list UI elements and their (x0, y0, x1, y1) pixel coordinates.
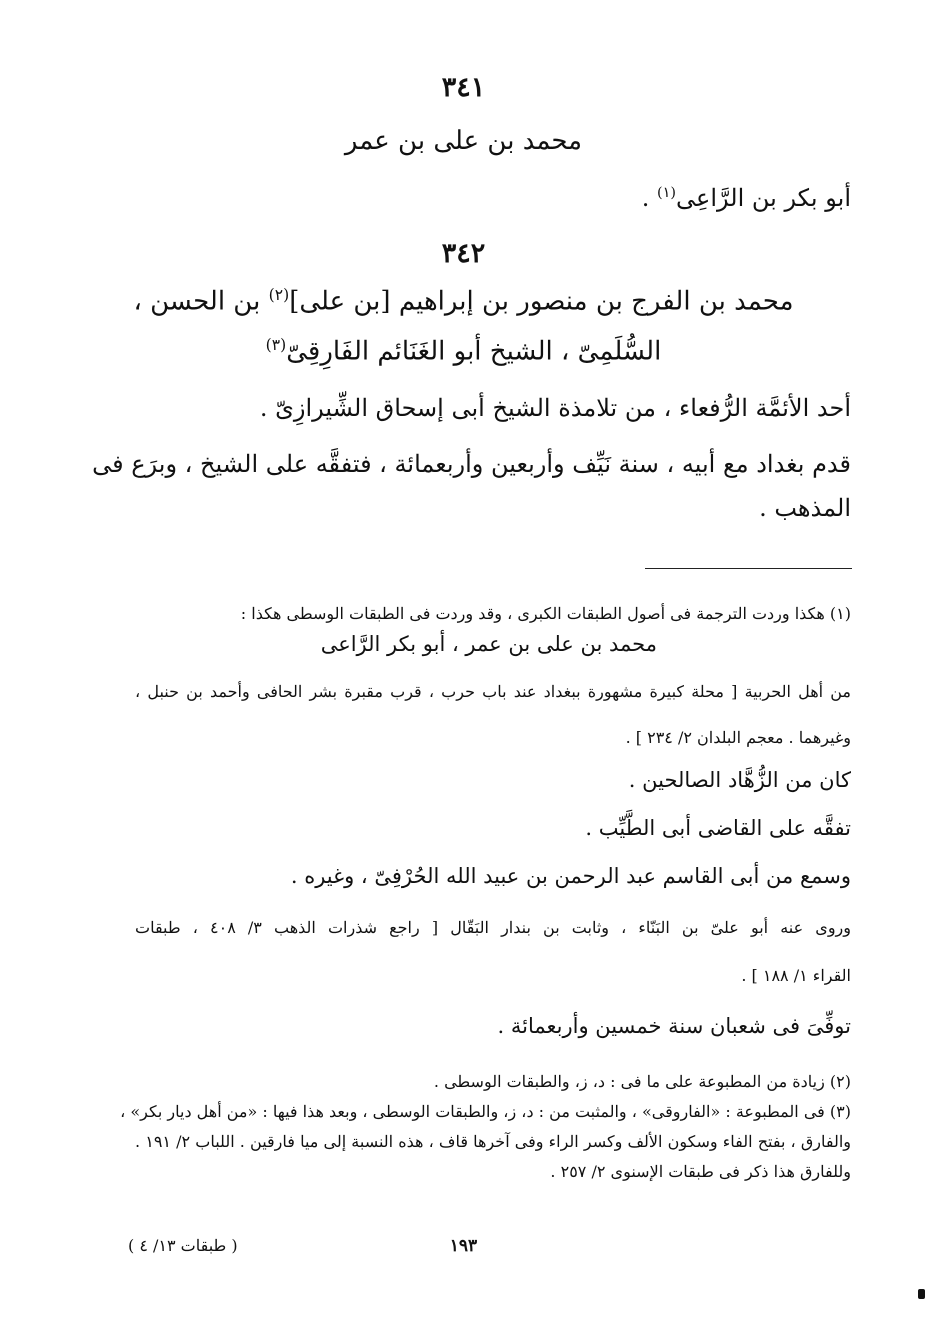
footnote-ref-3: (٣) (265, 336, 287, 354)
entry-342-paragraph2-line1: قدم بغداد مع أبيه ، سنة نَيِّف وأربعين وأربعمائة ، فتفقَّه على الشيخ ، وبرَع فى (92, 450, 851, 478)
name-line1-end: بن الحسن ، (133, 286, 269, 317)
footnote-1-title: محمد بن على بن عمر ، أبو بكر الرَّاعى (320, 632, 657, 656)
footnote-3-line2: والفارق ، بفتح الفاء وسكون الألف وكسر الراء وفى آخرها قاف ، هذه النسبة إلى ميا فارقين . اللباب ٢/ ١٩١ . (135, 1132, 851, 1151)
entry-342-paragraph1: أحد الأئمَّة الرُّفعاء ، من تلامذة الشيخ أبى إسحاق الشِّيرازِىّ . (259, 394, 851, 422)
entry-342-name-line2 (0, 336, 927, 367)
footnote-1-line8: وروى عنه أبو علىّ بن البَنّاء ، وثابت بن بندار البَقّال [ راجع شذرات الذهب ٣/ ٤٠٨ ، طبقات (135, 918, 851, 937)
signature-mark: ( طبقات ١٣/ ٤ ) (128, 1236, 238, 1255)
footnote-1-line10: توفِّىَ فى شعبان سنة خمسين وأربعمائة . (497, 1014, 851, 1038)
entry-341-line-text: أبو بكر بن الرَّاعِى (676, 184, 851, 212)
page-number: ١٩٣ (449, 1236, 478, 1256)
entry-number-341: ٣٤١ (441, 72, 486, 103)
entry-342-name-line1 (0, 286, 927, 317)
footnote-separator (645, 568, 852, 569)
footnote-1-line5: كان من الزُّهَّاد الصالحين . (628, 768, 851, 792)
footnote-1-line6: تفقَّه على القاضى أبى الطَّيِّب . (585, 816, 851, 840)
footnote-1-line4: وغيرهما . معجم البلدان ٢/ ٢٣٤ ] . (625, 728, 851, 747)
footnote-3-line1: (٣) فى المطبوعة : «الفاروقى» ، والمثبت من : د، ز، والطبقات الوسطى ، وبعد هذا فيها : «من أهل ديار بكر» ، (120, 1102, 851, 1121)
entry-341-line-end: . (641, 184, 658, 212)
entry-341-name: محمد بن على بن عمر (344, 126, 583, 156)
scan-speck (918, 1289, 925, 1299)
entry-number-342: ٣٤٢ (441, 238, 486, 269)
name-line2-text: السُّلَمِىّ ، الشيخ أبو الغَنَائم الفَارِقِىّ (286, 336, 662, 367)
name-line1-text: محمد بن الفرج بن منصور بن إبراهيم [بن على] (289, 286, 794, 317)
footnote-1-line3: من أهل الحربية [ محلة كبيرة مشهورة ببغداد عند باب حرب ، قرب مقبرة بشر الحافى وأحمد بن حنبل ، (135, 682, 851, 701)
entry-342-paragraph2-line2: المذهب . (759, 494, 851, 522)
footnote-2: (٢) زيادة من المطبوعة على ما فى : د، ز، والطبقات الوسطى . (433, 1072, 851, 1091)
entry-341-line (642, 184, 851, 212)
footnote-ref-1: (١) (657, 185, 677, 201)
footnote-3-line3: وللفارق هذا ذكر فى طبقات الإسنوى ٢/ ٢٥٧ . (550, 1162, 851, 1181)
footnote-1-intro: (١) هكذا وردت الترجمة فى أصول الطبقات الكبرى ، وقد وردت فى الطبقات الوسطى هكذا : (240, 604, 851, 623)
footnote-1-line7: وسمع من أبى القاسم عبد الرحمن بن عبيد الله الحُرْفِىّ ، وغيره . (290, 864, 851, 888)
footnote-1-line9: القراء ١/ ١٨٨ ] . (741, 966, 851, 985)
footnote-ref-2: (٢) (268, 286, 290, 304)
